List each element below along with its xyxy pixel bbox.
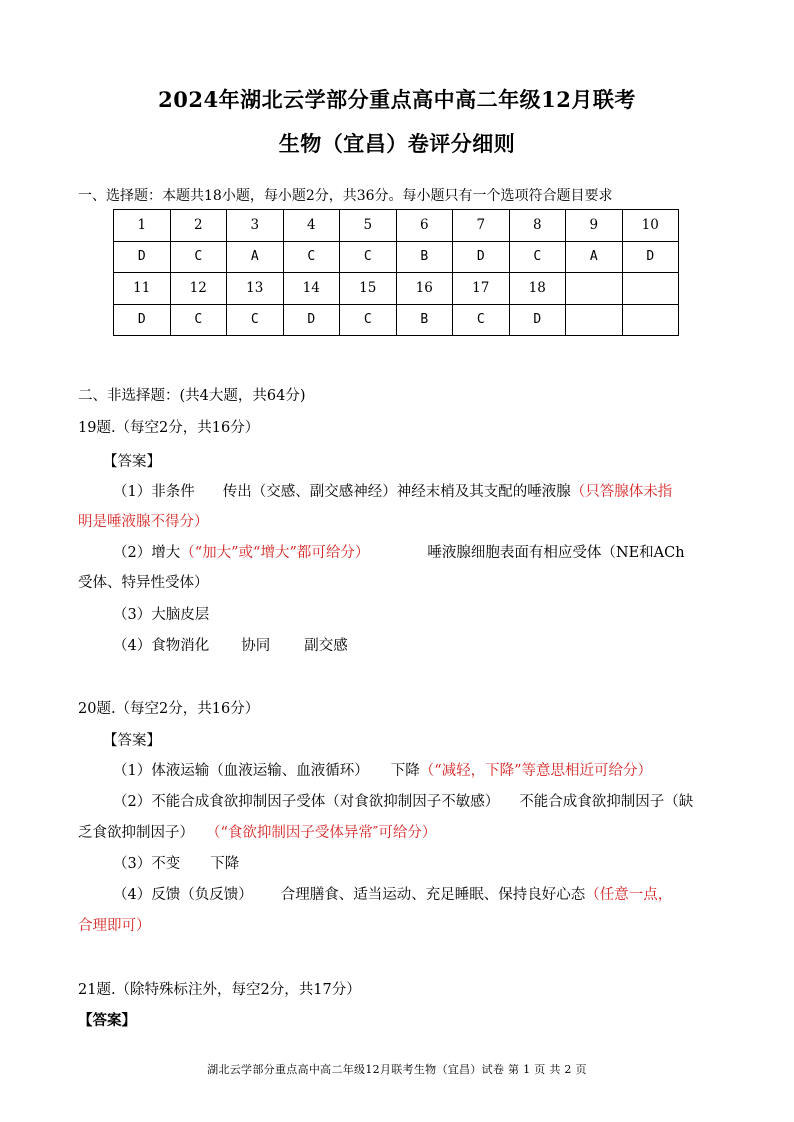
- table-cell: C: [283, 241, 340, 273]
- q19-a2-part1: （2）增大: [113, 545, 181, 561]
- table-cell: C: [227, 304, 284, 336]
- q19-a4-part1: （4）食物消化: [113, 638, 210, 654]
- q20-a3-part2: 下降: [210, 856, 240, 872]
- answer-table: [113, 209, 679, 336]
- table-cell: 7: [453, 210, 510, 242]
- q21-header: 21题.（除特殊标注外，每空2分，共17分）: [78, 982, 361, 998]
- q20-a2-note: （“食欲抑制因子受体异常″可给分）: [206, 825, 437, 841]
- table-cell: D: [453, 241, 510, 273]
- table-cell: [622, 304, 679, 336]
- table-cell: D: [114, 241, 171, 273]
- q19-answer-label: 【答案】: [103, 454, 161, 470]
- table-cell: 17: [453, 273, 510, 305]
- q19-answer-3: （3）大脑皮层: [113, 607, 210, 623]
- q19-a2-note: （“加大”或“增大”都可给分）: [180, 545, 370, 561]
- q20-a1-part2: 下降: [390, 763, 420, 779]
- table-cell: 2: [170, 210, 227, 242]
- table-cell: 13: [227, 273, 284, 305]
- q19-a1-part1: （1）非条件: [113, 484, 195, 500]
- q20-header: 20题.（每空2分，共16分）: [78, 701, 260, 717]
- q20-a1-note: （“减轻，下降”等意思相近可给分）: [419, 763, 653, 779]
- section1-heading: 一、选择题：本题共18小题，每小题2分，共36分。每小题只有一个选项符合题目要求: [78, 188, 613, 204]
- q19-a1-part2: 传出（交感、副交感神经）神经末梢及其支配的唾液腺: [222, 484, 571, 500]
- table-row-answers-1: [114, 241, 679, 273]
- table-cell: 8: [509, 210, 566, 242]
- q19-answer-1: [113, 482, 672, 502]
- table-cell: 12: [170, 273, 227, 305]
- table-cell: C: [340, 241, 397, 273]
- table-row-numbers-2: [114, 273, 679, 305]
- table-cell: 5: [340, 210, 397, 242]
- q20-a3-part1: （3）不变: [113, 856, 181, 872]
- q19-header: 19题.（每空2分，共16分）: [78, 420, 260, 436]
- table-cell: [566, 304, 623, 336]
- table-cell: 1: [114, 210, 171, 242]
- table-cell: B: [396, 241, 453, 273]
- table-cell: C: [170, 241, 227, 273]
- q20-answer-3: [113, 854, 239, 874]
- page-title-line1: 2024年湖北云学部分重点高中高二年级12月联考: [158, 87, 636, 112]
- table-cell: D: [283, 304, 340, 336]
- table-cell: 9: [566, 210, 623, 242]
- q20-a2-part3: 乏食欲抑制因子）: [78, 825, 194, 841]
- table-cell: 10: [622, 210, 679, 242]
- table-cell: 6: [396, 210, 453, 242]
- q20-answer-label: 【答案】: [103, 733, 161, 749]
- q20-a2-part2: 不能合成食欲抑制因子（缺: [519, 794, 694, 810]
- q19-a2-part2: 唾液腺细胞表面有相应受体（NE和ACh: [427, 545, 685, 561]
- table-row-answers-2: [114, 304, 679, 336]
- table-cell: 16: [396, 273, 453, 305]
- table-cell: 18: [509, 273, 566, 305]
- table-cell: C: [170, 304, 227, 336]
- q19-answer-2-cont: 受体、特异性受体）: [78, 575, 209, 591]
- q21-answer-label: 【答案】: [78, 1012, 136, 1029]
- table-cell: 15: [340, 273, 397, 305]
- table-cell: C: [453, 304, 510, 336]
- section2-heading: 二、非选择题：(共4大题，共64分): [78, 388, 306, 404]
- table-cell: D: [509, 304, 566, 336]
- table-cell: 11: [114, 273, 171, 305]
- table-cell: 4: [283, 210, 340, 242]
- q20-answer-1: [113, 761, 652, 781]
- table-row-numbers-1: [114, 210, 679, 242]
- q19-a1-note: （只答腺体未指: [570, 484, 673, 500]
- table-cell: B: [396, 304, 453, 336]
- q19-answer-2: [113, 543, 685, 563]
- q20-a4-part1: （4）反馈（负反馈）: [113, 887, 253, 903]
- q20-answer-4: [113, 885, 672, 905]
- table-cell: C: [509, 241, 566, 273]
- table-cell: 14: [283, 273, 340, 305]
- q20-a4-note: （任意一点，: [585, 887, 673, 903]
- q20-answer-2: [113, 792, 693, 812]
- q20-a2-part1: （2）不能合成食欲抑制因子受体（对食欲抑制因子不敏感）: [113, 794, 500, 810]
- q19-answer-1-cont: 明是唾液腺不得分）: [78, 514, 209, 530]
- page-footer: 湖北云学部分重点高中高二年级12月联考生物（宜昌）试卷 第 1 页 共 2 页: [207, 1063, 587, 1076]
- q20-answer-4-cont: 合理即可）: [78, 918, 151, 934]
- table-cell: A: [227, 241, 284, 273]
- q20-a4-part2: 合理膳食、适当运动、充足睡眠、保持良好心态: [280, 887, 586, 903]
- table-cell: 3: [227, 210, 284, 242]
- q20-answer-2-cont: [78, 823, 436, 843]
- table-cell: D: [622, 241, 679, 273]
- page-title-line2: 生物（宜昌）卷评分细则: [278, 131, 516, 156]
- table-cell: A: [566, 241, 623, 273]
- table-cell: C: [340, 304, 397, 336]
- q19-a4-part2: 协同: [241, 638, 271, 654]
- q20-a1-part1: （1）体液运输（血液运输、血液循环）: [113, 763, 369, 779]
- table-cell: [622, 273, 679, 305]
- q19-a4-part3: 副交感: [304, 638, 348, 654]
- q19-answer-4: [113, 636, 348, 656]
- table-cell: [566, 273, 623, 305]
- table-cell: D: [114, 304, 171, 336]
